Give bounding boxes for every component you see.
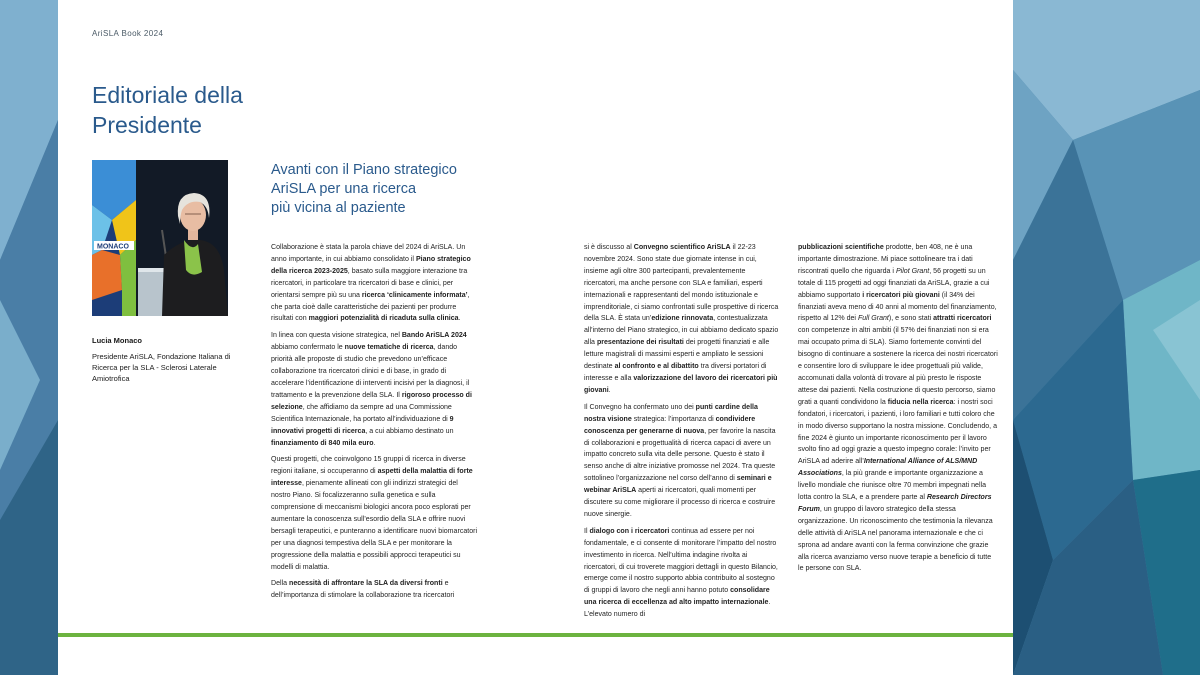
text-run: Convegno scientifico AriSLA — [633, 244, 731, 251]
text-run: In linea con questa visione strategica, nel — [271, 332, 402, 340]
text-run: il 22-23 novembre 2024. Sono state due giornate intense in cui, insieme agli oltre 300 partecipanti, prevalentemente ricercatori, ma anche persone con SLA e familiari, esperti internazionali e rappresentanti del mondo istituzionale e imprenditoriale, ci siamo confrontati sulle prospettive di ricerca della SLA. È stata un’ — [584, 244, 779, 323]
text-run: maggiori potenzialità di ricaduta sulla clinica — [308, 315, 459, 323]
page-title — [92, 80, 243, 140]
body-paragraph — [584, 402, 779, 521]
text-run: Research Directors Forum — [798, 494, 992, 513]
body-paragraph — [584, 526, 779, 621]
text-run: , un gruppo di lavoro strategico della stessa organizzazione. Un riconoscimento che testimonia la rilevanza delle attività di AriSLA nel panorama internazionale e che ci sprona ad andare avanti con la ferma convinzione che grazie alla ricerca avanziamo verso nuove terapie a beneficio di tutte le persone con SLA. — [798, 505, 993, 573]
text-run: e dell’importanza di stimolare la collaborazione tra ricercatori — [271, 580, 455, 600]
text-run: . — [458, 315, 461, 323]
text-run: valorizzazione del lavoro dei ricercatori più giovani — [584, 374, 778, 394]
text-run: . L’elevato numero di — [584, 599, 771, 619]
subtitle-line: Avanti con il Piano strategico — [271, 162, 457, 178]
subtitle-line: più vicina al paziente — [271, 200, 406, 216]
text-run: aspetti della malattia di forte interesse — [271, 468, 473, 488]
text-run: attratti ricercatori — [933, 315, 992, 323]
text-run: Bando AriSLA 2024 — [401, 332, 467, 340]
text-run: , che parta cioè dalle caratteristiche dei pazienti per produrre risultati con — [271, 291, 470, 323]
text-run: continua ad essere per noi fondamentale, e ci consente di monitorare l’impatto del nostro investimento in ricerca. Nell’ultima indagine rivolta ai ricercatori, di cui troverete maggiori dettagli in questo Bilancio, emerge come il nostro supporto abbia contribuito al sostegno di gruppi di lavoro che negli anni hanno potuto — [584, 527, 778, 595]
text-run: . — [608, 386, 611, 394]
text-run: rigoroso processo di selezione — [271, 391, 472, 411]
text-run: , contestualizzata all’interno del Piano strategico, in cui abbiamo dedicato spazio alla — [584, 315, 779, 347]
text-run: aperti ai ricercatori, quali momenti per discutere su come migliorare il processo di ricerca e costruire nuove sinergie. — [584, 487, 776, 518]
body-paragraph — [271, 578, 479, 602]
text-run: , pienamente allineati con gli indirizzi strategici del nostro Piano. Si focalizzeranno sulla genetica e sulla comprensione di meccanismi biologici ancora poco esplorati per aumentare la conoscenza sull’esordio della SLA e offrire nuovi bersagli terapeutici, e punteranno a identificare nuovi biomarcatori per una diagnosi tempestiva della SLA e per monitorare la progressione della malattia e possibili approcci terapeutici su modelli di malattia. — [271, 480, 478, 571]
left-decorative-background — [0, 0, 58, 675]
text-run: abbiamo confermato le — [271, 344, 345, 352]
body-paragraph — [271, 242, 479, 325]
body-paragraph — [584, 242, 779, 397]
text-run: presentazione dei risultati — [596, 339, 684, 347]
text-run: necessità di affrontare la SLA da diversi fronti — [289, 580, 443, 588]
body-column-1 — [271, 242, 479, 607]
author-role: Presidente AriSLA, Fondazione Italiana di Ricerca per la SLA - Sclerosi Laterale Amiotrofica — [92, 352, 231, 383]
author-name: Lucia Monaco — [92, 336, 143, 345]
body-paragraph — [271, 330, 479, 449]
text-run: Full Grant — [857, 315, 889, 323]
text-run: Piano strategico della ricerca 2023-2025 — [271, 255, 471, 275]
text-run: fiducia nella ricerca — [887, 398, 954, 406]
text-run: con competenze in altri ambiti (il 57% dei finanziati non si era mai occupato prima di SLA). Siamo fortemente convinti del bisogno di continuare a sostenere la ricerca dei nostri ricercatori e consentire loro di sviluppare le idee progettuali più valide, accomunati dalla volontà di trovare al più presto le risposte attese dai pazienti. Nella costruzione di questo percorso, siamo grati a quanti condividono la — [798, 327, 998, 406]
text-run: Collaborazione è stata la parola chiave del 2024 di AriSLA. Un anno importante, in cui abbiamo consolidato il — [271, 244, 466, 263]
text-run: i ricercatori più giovani — [862, 291, 940, 299]
text-run: 9 innovativi progetti di ricerca — [271, 415, 454, 435]
text-run: Pilot Grant — [895, 267, 930, 275]
text-run: Il Convegno ha confermato uno dei — [584, 403, 696, 411]
body-column-3 — [798, 242, 998, 580]
text-run: strategica: l’importanza di — [631, 415, 716, 423]
body-paragraph — [271, 454, 479, 573]
text-run: , per favorire la nascita di collaborazioni e progettualità di ricerca capaci di avere un impatto concreto sulla vita delle persone. Questo è stato il senso anche di altre iniziative promosse nel 2024. Tra queste sottolineo l’organizzazione nel corso dell’anno di — [584, 427, 776, 483]
right-decorative-background — [1013, 0, 1200, 675]
body-paragraph — [798, 242, 998, 575]
text-run: nuove tematiche di ricerca — [344, 344, 434, 352]
text-run: dialogo con i ricercatori — [589, 527, 670, 535]
text-run: tra diversi portatori di interesse e alla — [584, 363, 767, 382]
text-run: seminari e webinar AriSLA — [584, 475, 772, 495]
article-subtitle — [271, 161, 457, 218]
text-run: ), e sono stati — [888, 315, 934, 323]
text-run: . — [373, 439, 376, 447]
text-run: condividere conoscenza per generarne di nuova — [584, 415, 756, 435]
text-run: , dando priorità alle proposte di studio che prevedono un’efficace collaborazione tra ricercatori clinici e di base, in grado di accelerare l’identificazione di interventi incisivi per la diagnosi, il trattamento e la prevenzione della SLA. Il — [271, 344, 470, 399]
text-run: , a cui abbiamo destinato un — [365, 427, 454, 435]
text-run: consolidare una ricerca di eccellenza ad alto impatto internazionale — [584, 587, 770, 607]
text-run: International Alliance of ALS/MND Associations — [798, 458, 978, 478]
text-run: edizione rinnovata — [651, 315, 714, 323]
text-run: dei progetti finanziati e alle letture magistrali di massimi esperti e ampliato le sessioni destinate — [584, 339, 770, 371]
page-title-line: Editoriale della — [92, 82, 243, 108]
text-run: punti cardine della nostra visione — [584, 403, 758, 423]
text-run: : i nostri soci fondatori, i ricercatori, i pazienti, i loro familiari e tutti coloro che in modo diverso supportano la nostra missione. Concludendo, a fine 2024 è giunto un importante riconoscimento per il lavoro svolto fino ad oggi grazie a questo impegno corale: l’invito per AriSLA ad aderire all’ — [798, 398, 997, 466]
text-run: si è discusso al — [584, 244, 634, 251]
page-title-line: Presidente — [92, 112, 202, 138]
body-column-2 — [584, 242, 779, 626]
text-run: Il — [584, 527, 590, 535]
author-photo — [92, 160, 228, 316]
editorial-page — [58, 0, 1013, 675]
banner-text: MONACO — [97, 243, 129, 251]
subtitle-line: AriSLA per una ricerca — [271, 181, 417, 197]
text-run: Questi progetti, che coinvolgono 15 gruppi di ricerca in diverse regioni italiane, si occuperanno di — [271, 456, 466, 476]
text-run: (il 34% dei finanziati aveva meno di 40 anni al momento del finanziamento, rispetto al 12% dei — [798, 291, 997, 323]
text-run: pubblicazioni scientifiche — [798, 244, 884, 251]
text-run: , basato sulla maggiore interazione tra ricercatori, in particolare tra ricercatori di base e clinici, per orientarsi sempre più su una — [271, 267, 468, 299]
text-run: ricerca ‘clinicamente informata’ — [361, 291, 468, 299]
text-run: al confronto e al dibattito — [614, 363, 699, 371]
text-run: , la più grande e importante organizzazione a livello mondiale che riunisce oltre 70 membri impegnati nella lotta contro la SLA, e a prendere parte al — [798, 470, 987, 502]
book-header-label: AriSLA Book 2024 — [92, 29, 164, 38]
text-run: prodotte, ben 408, ne è una importante dimostrazione. Mi piace sottolineare tra i dati riscontrati quello che riguarda i — [798, 244, 973, 275]
text-run: finanziamento di 840 mila euro — [271, 439, 374, 447]
text-run: , 56 progetti su un totale di 115 progetti ad oggi finanziati da AriSLA, grazie a cui abbiamo supportato — [798, 267, 990, 299]
text-run: Della — [271, 580, 290, 588]
text-run: , che affidiamo da sempre ad una Commissione Scientifica Internazionale, ha portato all’individuazione di — [271, 403, 452, 423]
footer-green-rule — [58, 633, 1013, 637]
